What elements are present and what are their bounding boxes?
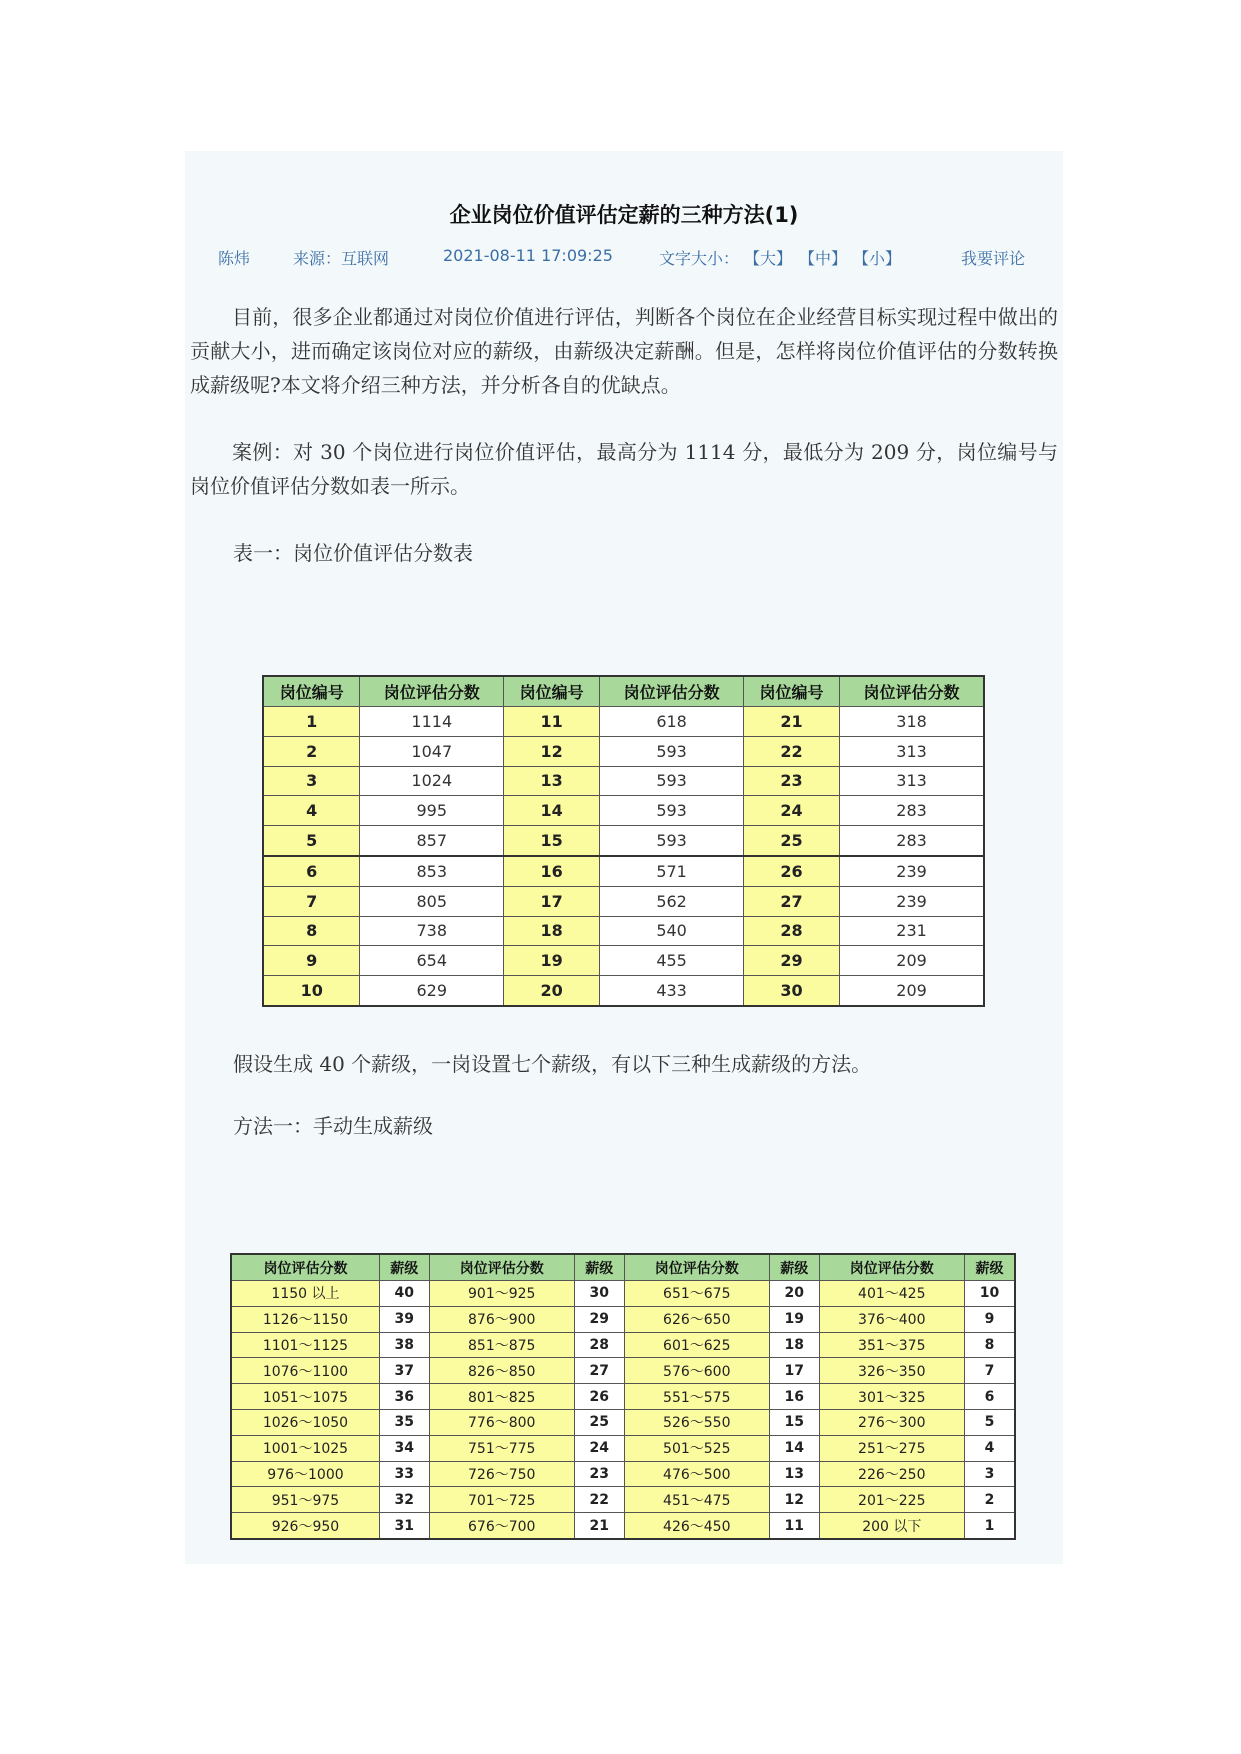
score-range-cell: 1101～1125 [231,1332,379,1358]
table-row [263,946,984,976]
salary-grade-cell: 17 [769,1358,819,1384]
salary-grade-cell: 12 [769,1487,819,1513]
score-cell: 654 [360,946,504,976]
col-header: 薪级 [574,1254,624,1281]
table-row [263,707,984,737]
score-cell: 239 [840,886,984,916]
score-range-cell: 401～425 [819,1281,964,1307]
score-range-cell: 626～650 [624,1306,769,1332]
salary-grade-cell: 3 [964,1461,1015,1487]
table-row [263,736,984,766]
publish-datetime: 2021-08-11 17:09:25 [443,246,613,265]
score-cell: 1047 [360,736,504,766]
salary-grade-cell: 28 [574,1332,624,1358]
score-range-cell: 1076～1100 [231,1358,379,1384]
table-row [231,1461,1015,1487]
salary-grade-cell: 40 [379,1281,429,1307]
score-range-cell: 200 以下 [819,1513,964,1539]
position-id-cell: 4 [263,796,360,826]
score-range-cell: 751～775 [429,1435,574,1461]
salary-grade-cell: 15 [769,1409,819,1435]
score-range-cell: 801～825 [429,1384,574,1410]
salary-grade-cell: 36 [379,1384,429,1410]
score-range-cell: 826～850 [429,1358,574,1384]
salary-grade-cell: 2 [964,1487,1015,1513]
font-size-large-link[interactable]: 【大】 [744,249,793,268]
score-cell: 853 [360,856,504,886]
table-row [231,1435,1015,1461]
table-row [231,1384,1015,1410]
salary-grade-cell: 13 [769,1461,819,1487]
position-id-cell: 3 [263,766,360,796]
position-id-cell: 23 [743,766,839,796]
article-title: 企业岗位价值评估定薪的三种方法(1) [449,203,799,227]
score-range-cell: 701～725 [429,1487,574,1513]
score-range-cell: 301～325 [819,1384,964,1410]
salary-grade-cell: 22 [574,1487,624,1513]
score-range-cell: 526～550 [624,1409,769,1435]
method1-heading: 方法一：手动生成薪级 [233,1114,433,1138]
position-id-cell: 9 [263,946,360,976]
table-row [231,1281,1015,1307]
col-header: 薪级 [379,1254,429,1281]
score-cell: 1024 [360,766,504,796]
score-range-cell: 601～625 [624,1332,769,1358]
score-cell: 455 [600,946,744,976]
position-id-cell: 22 [743,736,839,766]
score-cell: 318 [840,707,984,737]
score-range-cell: 351～375 [819,1332,964,1358]
col-header: 岗位评估分数 [840,676,984,707]
score-cell: 593 [600,796,744,826]
col-header: 岗位评估分数 [600,676,744,707]
salary-grade-cell: 14 [769,1435,819,1461]
salary-grade-cell: 29 [574,1306,624,1332]
font-size-label: 文字大小： [659,249,740,268]
position-id-cell: 13 [504,766,600,796]
salary-grade-cell: 26 [574,1384,624,1410]
position-id-cell: 12 [504,736,600,766]
table-row [263,826,984,856]
score-range-cell: 376～400 [819,1306,964,1332]
score-cell: 313 [840,766,984,796]
score-range-cell: 201～225 [819,1487,964,1513]
col-header: 岗位编号 [504,676,600,707]
salary-grade-cell: 9 [964,1306,1015,1332]
score-table-body [263,707,984,1006]
table-row [263,886,984,916]
position-id-cell: 14 [504,796,600,826]
col-header: 岗位编号 [263,676,360,707]
salary-grade-cell: 30 [574,1281,624,1307]
salary-grade-cell: 7 [964,1358,1015,1384]
position-id-cell: 5 [263,826,360,856]
score-cell: 629 [360,976,504,1006]
score-range-cell: 851～875 [429,1332,574,1358]
salary-grade-cell: 31 [379,1513,429,1539]
score-cell: 313 [840,736,984,766]
salary-grade-cell: 21 [574,1513,624,1539]
score-range-cell: 676～700 [429,1513,574,1539]
score-cell: 209 [840,946,984,976]
position-id-cell: 11 [504,707,600,737]
position-id-cell: 28 [743,916,839,946]
col-header: 岗位编号 [743,676,839,707]
salary-grade-cell: 23 [574,1461,624,1487]
score-cell: 593 [600,826,744,856]
score-range-cell: 251～275 [819,1435,964,1461]
comment-link[interactable]: 我要评论 [961,249,1026,268]
position-id-cell: 19 [504,946,600,976]
salary-grade-cell: 18 [769,1332,819,1358]
table-row [263,766,984,796]
salary-grade-cell: 19 [769,1306,819,1332]
score-table [262,675,985,1007]
score-cell: 231 [840,916,984,946]
score-range-cell: 1051～1075 [231,1384,379,1410]
position-id-cell: 16 [504,856,600,886]
source: 来源：互联网 [293,249,390,268]
score-range-cell: 576～600 [624,1358,769,1384]
score-range-cell: 1001～1025 [231,1435,379,1461]
position-id-cell: 7 [263,886,360,916]
table-row [263,796,984,826]
score-cell: 239 [840,856,984,886]
score-cell: 1114 [360,707,504,737]
salary-grade-cell: 4 [964,1435,1015,1461]
salary-grade-cell: 24 [574,1435,624,1461]
score-cell: 618 [600,707,744,737]
score-range-cell: 901～925 [429,1281,574,1307]
position-id-cell: 2 [263,736,360,766]
col-header: 薪级 [964,1254,1015,1281]
score-range-cell: 426～450 [624,1513,769,1539]
col-header: 岗位评估分数 [429,1254,574,1281]
salary-grade-cell: 16 [769,1384,819,1410]
position-id-cell: 10 [263,976,360,1006]
table-row [231,1332,1015,1358]
position-id-cell: 26 [743,856,839,886]
table-row [263,856,984,886]
score-range-cell: 476～500 [624,1461,769,1487]
table-row [231,1358,1015,1384]
article-panel [185,151,1063,1564]
position-id-cell: 25 [743,826,839,856]
score-range-cell: 926～950 [231,1513,379,1539]
col-header: 岗位评估分数 [360,676,504,707]
salary-grade-cell: 34 [379,1435,429,1461]
table-row [231,1409,1015,1435]
font-size-small-link[interactable]: 【小】 [853,249,902,268]
salary-grade-cell: 20 [769,1281,819,1307]
position-id-cell: 17 [504,886,600,916]
salary-grade-table [230,1253,1016,1540]
score-cell: 283 [840,826,984,856]
score-cell: 571 [600,856,744,886]
salary-grade-table-header [231,1254,1015,1281]
intro-paragraph: 目前，很多企业都通过对岗位价值进行评估，判断各个岗位在企业经营目标实现过程中做出的贡献大小，进而确定该岗位对应的薪级，由薪级决定薪酬。但是，怎样将岗位价值评估的分数转换成薪级呢?本文将介绍三种方法，并分析各自的优缺点。 [190,305,1058,397]
case-paragraph: 案例：对 30 个岗位进行岗位价值评估，最高分为 1114 分，最低分为 209 分，岗位编号与岗位价值评估分数如表一所示。 [190,440,1058,498]
salary-grade-cell: 38 [379,1332,429,1358]
score-cell: 593 [600,766,744,796]
position-id-cell: 1 [263,707,360,737]
table1-caption: 表一：岗位价值评估分数表 [233,541,473,565]
position-id-cell: 30 [743,976,839,1006]
score-range-cell: 1026～1050 [231,1409,379,1435]
score-range-cell: 501～525 [624,1435,769,1461]
salary-grade-cell: 33 [379,1461,429,1487]
salary-grade-cell: 39 [379,1306,429,1332]
score-range-cell: 451～475 [624,1487,769,1513]
score-range-cell: 776～800 [429,1409,574,1435]
position-id-cell: 18 [504,916,600,946]
score-cell: 593 [600,736,744,766]
table-row [231,1306,1015,1332]
assumption-paragraph: 假设生成 40 个薪级，一岗设置七个薪级，有以下三种生成薪级的方法。 [233,1052,872,1076]
score-table-header [263,676,984,707]
salary-grade-cell: 37 [379,1358,429,1384]
score-range-cell: 726～750 [429,1461,574,1487]
score-cell: 209 [840,976,984,1006]
salary-grade-cell: 8 [964,1332,1015,1358]
score-cell: 805 [360,886,504,916]
table-row [231,1487,1015,1513]
score-range-cell: 876～900 [429,1306,574,1332]
salary-grade-cell: 5 [964,1409,1015,1435]
salary-grade-cell: 6 [964,1384,1015,1410]
salary-grade-cell: 35 [379,1409,429,1435]
score-cell: 433 [600,976,744,1006]
salary-grade-table-body [231,1281,1015,1539]
table-row [231,1513,1015,1539]
table-row [263,976,984,1006]
score-range-cell: 226～250 [819,1461,964,1487]
position-id-cell: 24 [743,796,839,826]
font-size-medium-link[interactable]: 【中】 [799,249,848,268]
salary-grade-cell: 25 [574,1409,624,1435]
position-id-cell: 29 [743,946,839,976]
position-id-cell: 6 [263,856,360,886]
position-id-cell: 21 [743,707,839,737]
score-range-cell: 976～1000 [231,1461,379,1487]
score-range-cell: 1150 以上 [231,1281,379,1307]
score-cell: 562 [600,886,744,916]
position-id-cell: 27 [743,886,839,916]
salary-grade-cell: 1 [964,1513,1015,1539]
score-range-cell: 326～350 [819,1358,964,1384]
score-range-cell: 276～300 [819,1409,964,1435]
score-range-cell: 651～675 [624,1281,769,1307]
score-cell: 283 [840,796,984,826]
table-row [263,916,984,946]
col-header: 岗位评估分数 [819,1254,964,1281]
col-header: 岗位评估分数 [624,1254,769,1281]
position-id-cell: 8 [263,916,360,946]
salary-grade-cell: 11 [769,1513,819,1539]
score-cell: 857 [360,826,504,856]
col-header: 岗位评估分数 [231,1254,379,1281]
score-range-cell: 951～975 [231,1487,379,1513]
col-header: 薪级 [769,1254,819,1281]
salary-grade-cell: 27 [574,1358,624,1384]
score-range-cell: 551～575 [624,1384,769,1410]
score-cell: 995 [360,796,504,826]
salary-grade-cell: 10 [964,1281,1015,1307]
salary-grade-cell: 32 [379,1487,429,1513]
position-id-cell: 15 [504,826,600,856]
position-id-cell: 20 [504,976,600,1006]
score-range-cell: 1126～1150 [231,1306,379,1332]
score-cell: 738 [360,916,504,946]
author: 陈炜 [218,249,251,268]
score-cell: 540 [600,916,744,946]
